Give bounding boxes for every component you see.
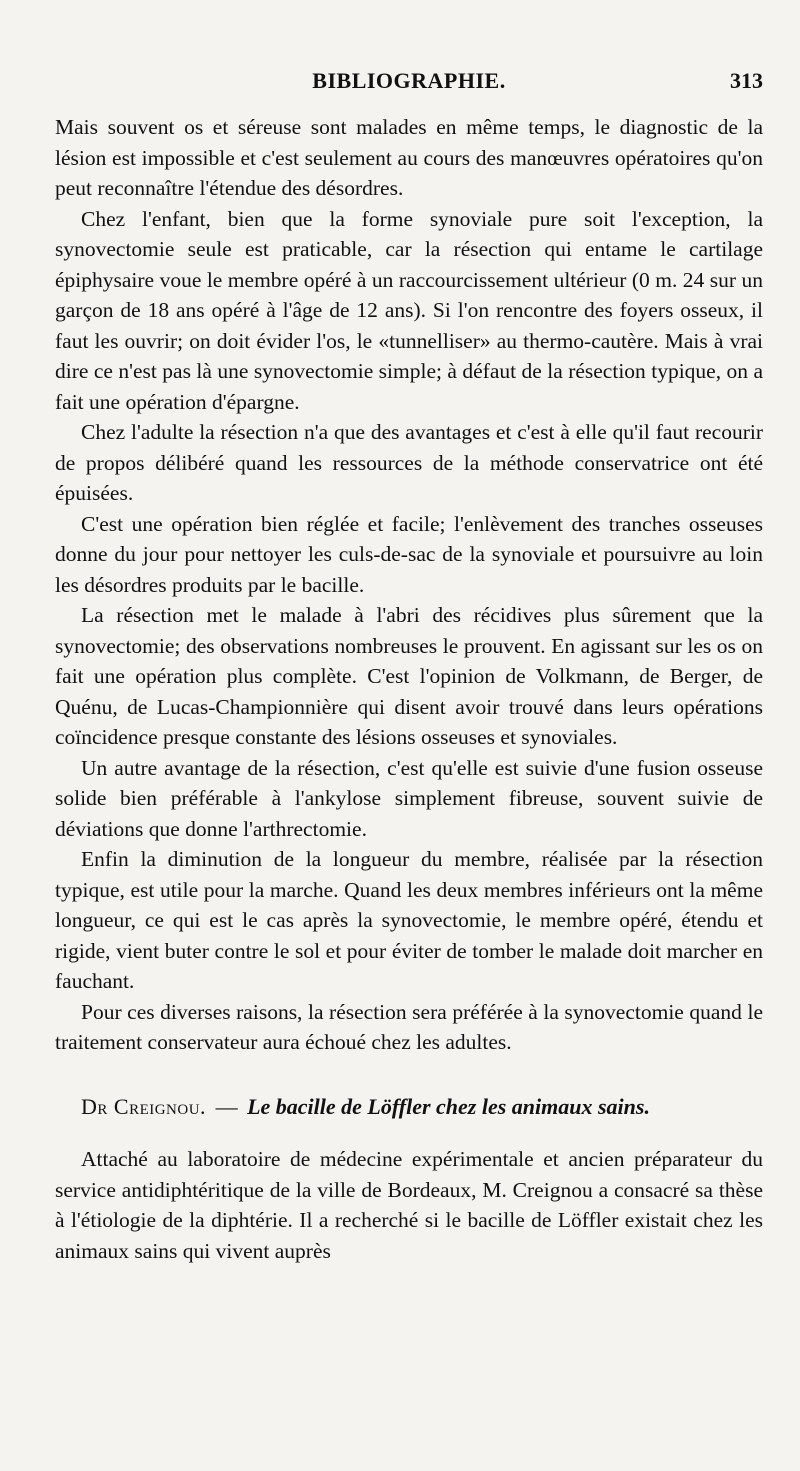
paragraph: Un autre avantage de la résection, c'est qu'elle est suivie d'une fusion osseuse solide bien préférable à l'ankylose simplement fibreuse, souvent suivie de déviations que donne l'arthrectomie. <box>55 755 763 841</box>
section-heading <box>55 1092 763 1123</box>
paragraph: Chez l'adulte la résection n'a que des avantages et c'est à elle qu'il faut recourir de propos délibéré quand les ressources de la méthode conservatrice ont été épuisées. <box>55 420 763 505</box>
page-header <box>55 68 763 104</box>
paragraph: Enfin la diminution de la longueur du membre, réalisée par la résection typique, est utile pour la marche. Quand les deux membres inférieurs ont la même longueur, ce qui est le cas après la synovectomie, le membre opéré, étendu et rigide, vient buter contre le sol et pour éviter de tomber le malade doit marcher en fauchant. <box>55 847 763 993</box>
section-paragraph: Attaché au laboratoire de médecine expérimentale et ancien préparateur du service antidiphtéritique de la ville de Bordeaux, M. Creignou a consacré sa thèse à l'étiologie de la diphtérie. Il a recherché si le bacille de Löffler existait chez les animaux sains qui vivent auprès <box>55 1147 763 1263</box>
paragraph: Pour ces diverses raisons, la résection sera préférée à la synovectomie quand le traitement conservateur aura échoué chez les adultes. <box>55 999 763 1054</box>
running-head: BIBLIOGRAPHIE. <box>312 68 506 93</box>
paragraph: La résection met le malade à l'abri des récidives plus sûrement que la synovectomie; des observations nombreuses le prouvent. En agissant sur les os on fait une opération plus complète. C'est l'opinion de Volkmann, de Berger, de Quénu, de Lucas-Championnière qui disent avoir trouvé dans leurs opérations coïncidence presque constante des lésions osseuses et synoviales. <box>55 603 763 749</box>
paragraph: Mais souvent os et séreuse sont malades en même temps, le diagnostic de la lésion est impossible et c'est seulement au cours des manœuvres opératoires qu'on peut reconnaître l'étendue des désordres. <box>55 115 763 200</box>
body-text <box>55 112 763 1266</box>
section-dash: — <box>215 1093 238 1119</box>
section-author: Dr Creignou. <box>81 1093 207 1119</box>
paragraph: Chez l'enfant, bien que la forme synoviale pure soit l'exception, la synovectomie seule est praticable, car la résection qui entame le cartilage épiphysaire voue le membre opéré à un raccourcissement ultérieur (0 m. 24 sur un garçon de 18 ans opéré à l'âge de 12 ans). Si l'on rencontre des foyers osseux, il faut les ouvrir; on doit évider l'os, le «tunnelliser» au thermo-cautère. Mais à vrai dire ce n'est pas là une synovectomie simple; à défaut de la résection typique, on a fait une opération d'épargne. <box>55 206 763 414</box>
page-number: 313 <box>730 68 763 93</box>
paragraph: C'est une opération bien réglée et facile; l'enlèvement des tranches osseuses donne du jour pour nettoyer les culs-de-sac de la synoviale et poursuivre au loin les désordres produits par le bacille. <box>55 511 763 597</box>
section-title: Le bacille de Löffler chez les animaux sains. <box>247 1093 650 1119</box>
